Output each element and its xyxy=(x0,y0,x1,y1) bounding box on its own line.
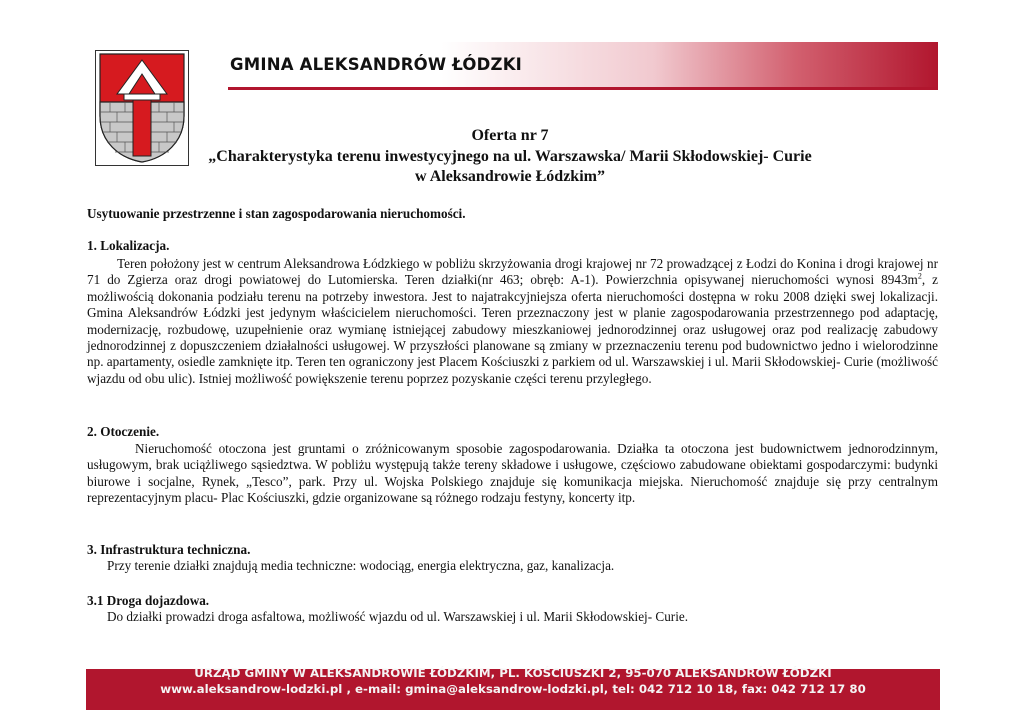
section-text-access-road xyxy=(87,609,938,625)
intro-heading: Usytuowanie przestrzenne i stan zagospodarowania nieruchomości. xyxy=(87,206,466,221)
offer-title-line-1: „Charakterystyka terenu inwestycyjnego na ul. Warszawska/ Marii Skłodowskiej- Curie xyxy=(208,148,812,165)
access-road-text: Do działki prowadzi droga asfaltowa, możliwość wjazdu od ul. Warszawskiej i ul. Marii Skłodowskiej- Curie. xyxy=(107,609,689,624)
location-text-part-a: Teren położony jest w centrum Aleksandrowa Łódzkiego w pobliżu skrzyżowania drogi krajowej nr 72 prowadzącej z Łodzi do Konina i drogi krajowej nr 71 do Zgierza oraz drogi powiatowej do Lutomierska. Teren działki(nr 463; obręb: A-1). Powierzchnia opisywanej nieruchomości wynosi 8943m xyxy=(87,256,938,288)
footer-band xyxy=(86,666,940,710)
section-heading-surroundings: 2. Otoczenie. xyxy=(87,424,160,439)
offer-number: Oferta nr 7 xyxy=(471,127,549,144)
section-text-location xyxy=(87,256,938,387)
offer-title-line-2: w Aleksandrowie Łódzkim” xyxy=(415,168,605,185)
header-title: GMINA ALEKSANDRÓW ŁÓDZKI xyxy=(230,55,523,74)
surroundings-text: Nieruchomość otoczona jest gruntami o zróżnicowanym sposobie zagospodarowania. Działka ta otoczona jest budownictwem jednorodzinnym, usługowym, brak uciążliwego sąsiedztwa. W pobliżu występują także tereny składowe i usługowe, częściowo zabudowane obiektami gospodarczymi: budynki biurowe i socjalne, Rynek, „Tesco”, park. Przy ul. Wojska Polskiego znajduje się komunikacja miejska. Nieruchomość znajduje się przy centralnym reprezentacyjnym placu- Plac Kościuszki, gdzie organizowane są różnego rodzaju festyny, koncerty itp. xyxy=(87,441,938,506)
header-divider xyxy=(228,87,938,90)
section-text-surroundings xyxy=(87,441,938,507)
infrastructure-text: Przy terenie działki znajdują media techniczne: wodociąg, energia elektryczna, gaz, kanalizacja. xyxy=(107,558,615,573)
section-heading-access-road: 3.1 Droga dojazdowa. xyxy=(87,593,210,608)
section-heading-location: 1. Lokalizacja. xyxy=(87,238,170,253)
section-heading-infrastructure: 3. Infrastruktura techniczna. xyxy=(87,542,251,557)
location-text-part-b: , z możliwością dokonania podziału terenu na potrzeby inwestora. Jest to najatrakcyjniejsza oferta nieruchomości dostępna w roku 2008 dzięki swej lokalizacji. Gmina Aleksandrów Łódzki jest jedynym właścicielem nieruchomości. Teren przeznaczony jest w planie zagospodarowania przestrzennego pod adaptację, modernizację, rozbudowę, uzupełnienie oraz wymianę istniejącej zabudowy mieszkaniowej jednorodzinnej oraz usługowej oraz pod realizację zabudowy jednorodzinnej z dopuszczeniem działalności usługowej. W przyszłości planowane są zmiany w przeznaczeniu terenu pod budownictwo jedno i wielorodzinne np. apartamenty, osiedle zamknięte itp. Teren ten ograniczony jest Placem Kościuszki z parkiem od ul. Warszawskiej i ul. Marii Skłodowskiej- Curie (możliwość wjazdu od obu ulic). Istniej możliwość powiększenie terenu poprzez pozyskanie części terenu przyległego. xyxy=(87,272,938,386)
area-unit-superscript: 2 xyxy=(917,272,922,282)
footer-address: URZĄD GMINY W ALEKSANDROWIE ŁÓDZKIM, PL. KOŚCIUSZKI 2, 95-070 ALEKSANDRÓW ŁÓDZKI xyxy=(194,666,832,680)
section-text-infrastructure xyxy=(87,558,938,574)
footer-contact: www.aleksandrow-lodzki.pl , e-mail: gmina@aleksandrow-lodzki.pl, tel: 042 712 10 18, fax: 042 712 17 80 xyxy=(160,682,866,696)
